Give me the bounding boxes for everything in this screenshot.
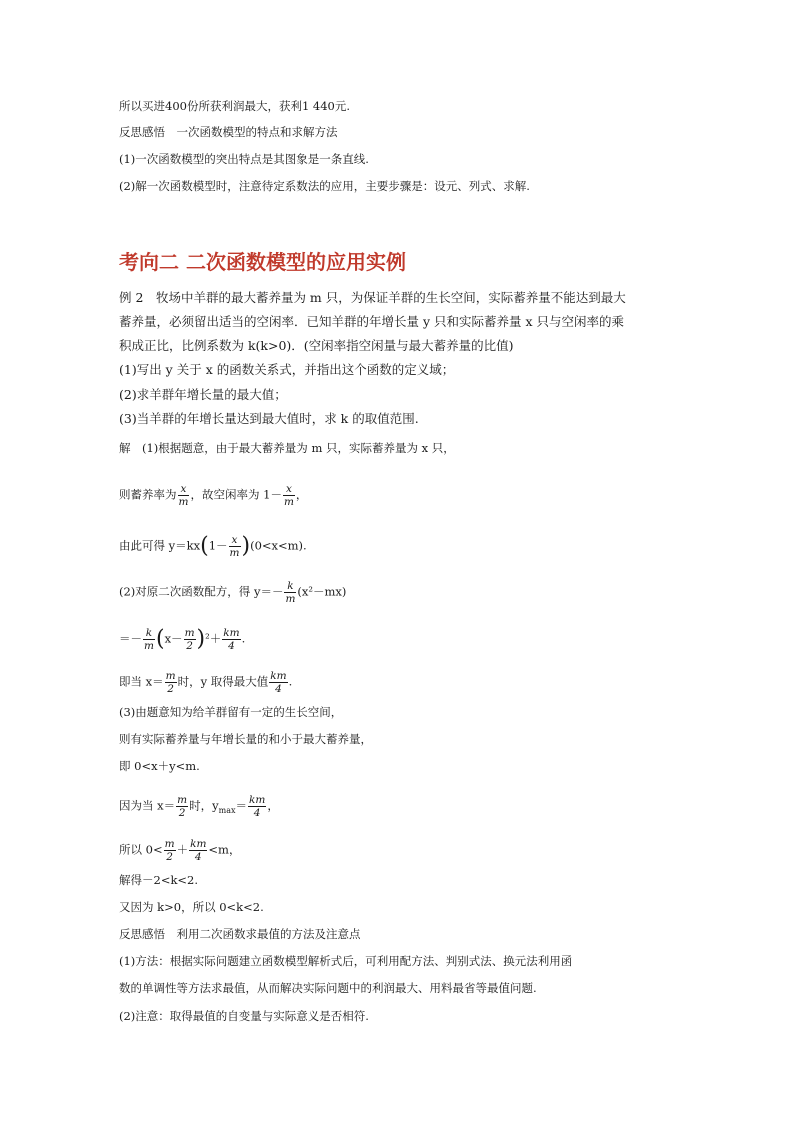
- fraction-denominator: 2: [167, 683, 174, 695]
- fraction-x-over-m: [283, 483, 295, 508]
- fraction-x-over-m: [229, 534, 241, 559]
- problem-line-2: 蓄养量，必须留出适当的空闲率．已知羊群的年增长量 y 只和实际蓄养量 x 只与空闲率的乘: [119, 314, 625, 329]
- left-paren: (: [155, 626, 165, 652]
- reflection-line-3: (2)注意：取得最值的自变量与实际意义是否相符.: [119, 1009, 369, 1023]
- solution-line-1: 解 (1)根据题意，由于最大蓄养量为 m 只，实际蓄养量为 x 只，: [119, 441, 455, 455]
- fraction-denominator: m: [283, 496, 294, 508]
- fraction-denominator: 2: [186, 640, 193, 652]
- fraction-km-over-4: [248, 794, 266, 819]
- fraction-numerator: km: [248, 794, 266, 806]
- solution-text: (2)对原二次函数配方，得 y＝－: [119, 584, 284, 599]
- solution-line-4: [119, 580, 346, 605]
- fraction-m-over-2: [164, 838, 176, 863]
- question-3: (3)当羊群的年增长量达到最大值时，求 k 的取值范围.: [119, 411, 419, 426]
- intro-reflection-title: 反思感悟 一次函数模型的特点和求解方法: [119, 125, 338, 139]
- intro-line-3: (1)一次函数模型的突出特点是其图象是一条直线.: [119, 152, 369, 166]
- solution-text: ＝－: [119, 631, 142, 646]
- solution-text: 由此可得 y＝kx: [119, 538, 201, 553]
- fraction-m-over-2: [176, 794, 188, 819]
- fraction-denominator: 2: [178, 807, 186, 819]
- fraction-k-over-m: [143, 627, 155, 652]
- solution-text: 即当 x＝: [119, 674, 164, 689]
- fraction-numerator: km: [270, 670, 287, 682]
- solution-text: (x²－mx): [297, 584, 347, 599]
- fraction-numerator: m: [164, 838, 175, 850]
- solution-text: x－: [164, 631, 183, 646]
- solution-text: .: [288, 674, 293, 689]
- problem-line-1: [119, 290, 626, 306]
- intro-line-1: 所以买进400份所获利润最大，获利1 440元.: [119, 99, 351, 113]
- fraction-km-over-4: [189, 838, 207, 863]
- fraction-denominator: m: [229, 547, 240, 559]
- intro-line-4: (2)解一次函数模型时，注意待定系数法的应用，主要步骤是：设元、列式、求解.: [119, 179, 530, 193]
- fraction-km-over-4: [269, 670, 287, 695]
- solution-text: ²＋: [205, 631, 222, 646]
- question-2: (2)求羊群年增长量的最大值；: [119, 387, 287, 402]
- fraction-numerator: x: [178, 483, 190, 496]
- problem-label: 例 2: [119, 290, 144, 305]
- solution-line-12: 解得－2<k<2.: [119, 873, 199, 887]
- solution-text: 时，y 取得最大值: [177, 674, 269, 689]
- fraction-denominator: m: [285, 593, 296, 605]
- solution-line-11: [119, 838, 240, 863]
- solution-line-3: [119, 534, 307, 559]
- solution-text: 所以 0<: [119, 842, 163, 857]
- fraction-numerator: m: [165, 670, 176, 682]
- fraction-numerator: m: [184, 627, 195, 639]
- fraction-numerator: k: [284, 580, 296, 593]
- fraction-numerator: km: [223, 627, 240, 639]
- fraction-denominator: m: [178, 496, 189, 508]
- solution-text: 时，y: [189, 798, 219, 813]
- section-title: 考向二 二次函数模型的应用实例: [119, 250, 406, 274]
- solution-text: ，故空闲率为 1－: [190, 487, 282, 502]
- fraction-numerator: x: [229, 534, 241, 547]
- fraction-m-over-2: [165, 670, 177, 695]
- reflection-title: 反思感悟 利用二次函数求最值的方法及注意点: [119, 927, 361, 941]
- fraction-numerator: k: [143, 627, 155, 640]
- problem-line-3: 积成正比，比例系数为 k(k>0)．(空闲率指空闲量与最大蓄养量的比值): [119, 338, 514, 353]
- fraction-x-over-m: [178, 483, 190, 508]
- solution-text: ，: [295, 487, 308, 502]
- solution-text: ＝: [235, 798, 247, 813]
- fraction-denominator: 4: [275, 683, 282, 695]
- subscript-max: max: [218, 805, 236, 815]
- problem-text-1: 牧场中羊群的最大蓄养量为 m 只，为保证羊群的生长空间，实际蓄养量不能达到最大: [155, 290, 626, 305]
- fraction-denominator: 2: [166, 851, 173, 863]
- solution-text: 1－: [208, 538, 228, 553]
- solution-line-9: 即 0<x＋y<m.: [119, 759, 200, 773]
- solution-line-7: (3)由题意知为给羊群留有一定的生长空间，: [119, 705, 343, 719]
- fraction-numerator: m: [177, 794, 188, 806]
- fraction-denominator: 4: [194, 851, 202, 863]
- right-paren: ): [196, 626, 206, 652]
- fraction-numerator: km: [190, 838, 207, 850]
- fraction-k-over-m: [284, 580, 296, 605]
- solution-text: .: [241, 631, 246, 646]
- solution-line-8: 则有实际蓄养量与年增长量的和小于最大蓄养量，: [119, 732, 372, 746]
- reflection-line-2: 数的单调性等方法求最值，从而解决实际问题中的利润最大、用料最省等最值问题.: [119, 981, 537, 995]
- fraction-denominator: m: [144, 640, 154, 652]
- solution-text: (0<x<m).: [250, 538, 307, 553]
- solution-line-5: [119, 627, 245, 652]
- solution-text: 因为当 x＝: [119, 798, 176, 813]
- solution-line-6: [119, 670, 292, 695]
- question-1: (1)写出 y 关于 x 的函数关系式，并指出这个函数的定义域；: [119, 362, 455, 377]
- left-paren: (: [200, 533, 209, 559]
- fraction-denominator: 4: [253, 807, 261, 819]
- fraction-numerator: x: [283, 483, 295, 496]
- fraction-km-over-4: [222, 627, 240, 652]
- solution-text: ＋: [176, 842, 189, 857]
- solution-line-13: 又因为 k>0，所以 0<k<2.: [119, 900, 264, 914]
- solution-text: ，: [267, 798, 279, 813]
- fraction-m-over-2: [184, 627, 196, 652]
- solution-line-10: [119, 794, 279, 819]
- reflection-line-1: (1)方法：根据实际问题建立函数模型解析式后，可利用配方法、判别式法、换元法利用函: [119, 954, 573, 968]
- solution-text: <m，: [208, 842, 241, 857]
- fraction-denominator: 4: [228, 640, 235, 652]
- right-paren: ): [241, 533, 251, 559]
- solution-text: 则蓄养率为: [119, 487, 177, 502]
- solution-line-2: [119, 483, 307, 508]
